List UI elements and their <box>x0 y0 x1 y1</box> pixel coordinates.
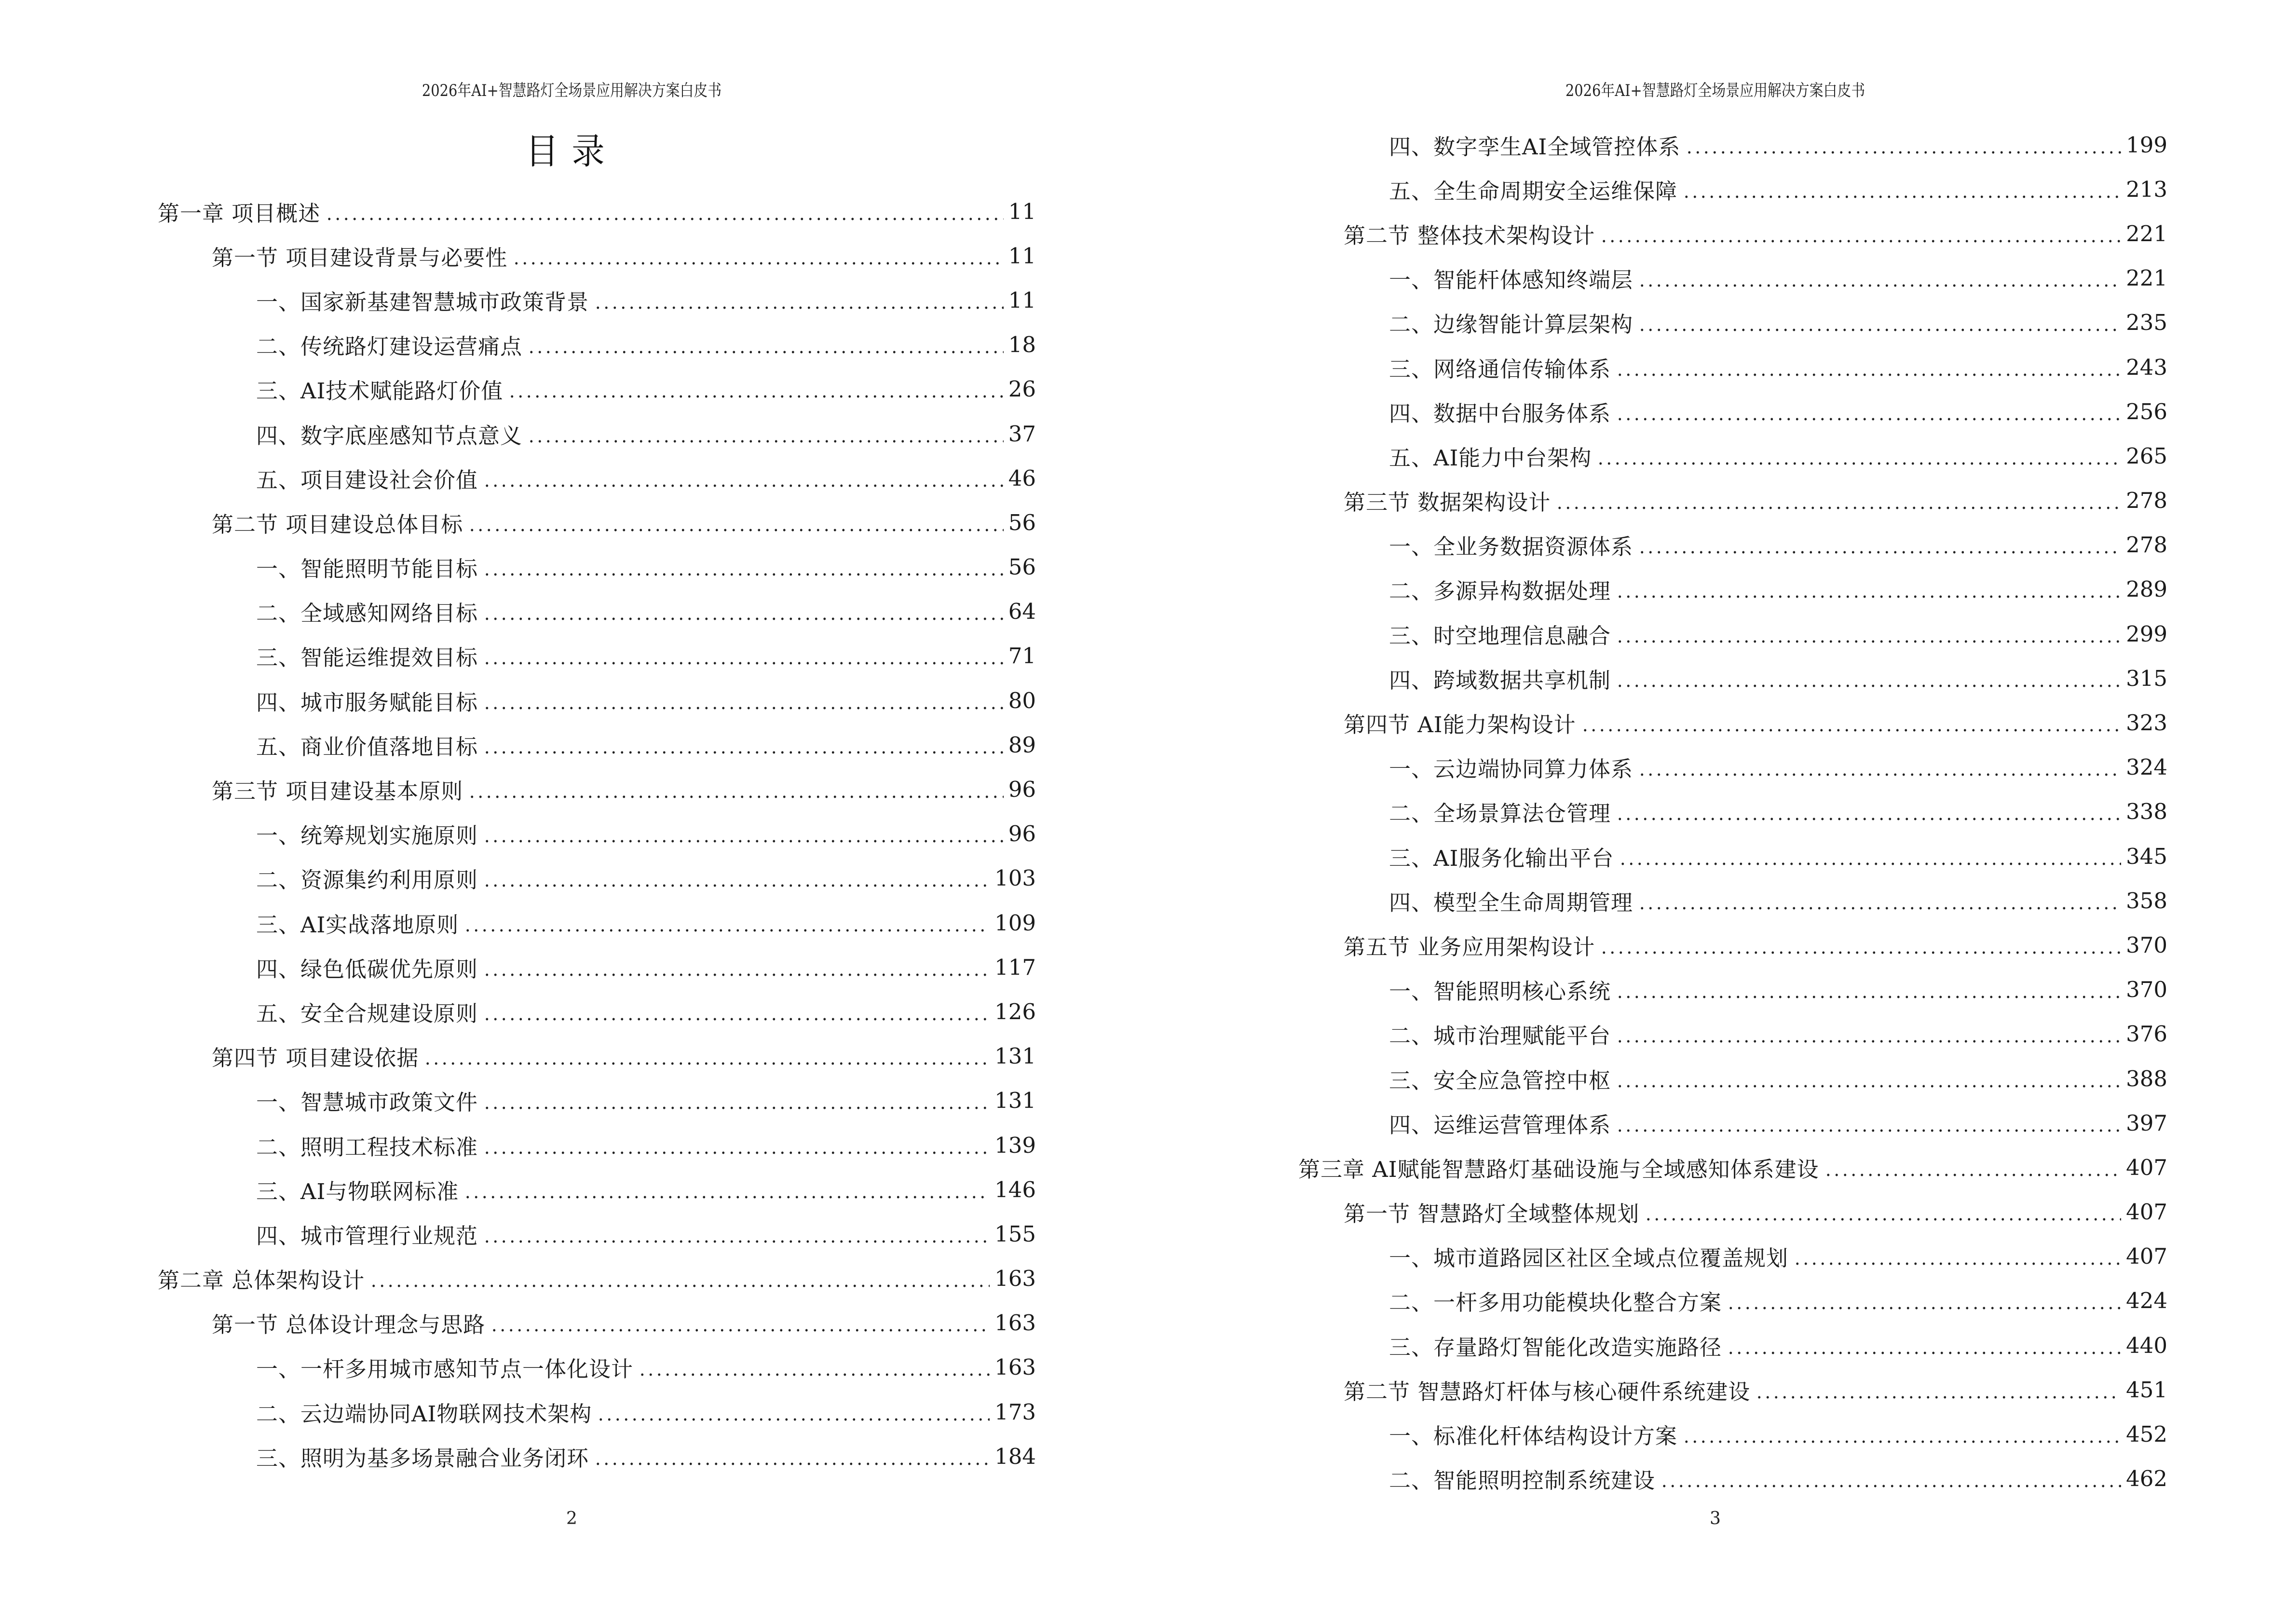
toc-subsection-entry[interactable] <box>1298 968 2167 1012</box>
toc-entry-label: 一、统筹规划实施原则 <box>256 823 478 849</box>
toc-subsection-entry[interactable] <box>158 1434 1036 1478</box>
toc-entry-page: 370 <box>2126 932 2167 958</box>
toc-entry-page: 358 <box>2126 887 2167 914</box>
toc-subsection-entry[interactable] <box>158 678 1036 723</box>
dot-leader <box>1616 578 2121 600</box>
toc-entry-label: 第二节 整体技术架构设计 <box>1344 222 1595 248</box>
toc-subsection-entry[interactable] <box>1298 612 2167 656</box>
toc-entry-page: 324 <box>2126 754 2167 780</box>
toc-entry-page: 256 <box>2126 398 2167 424</box>
toc-section-entry[interactable] <box>158 1034 1036 1078</box>
toc-section-entry[interactable] <box>158 1301 1036 1345</box>
toc-subsection-entry[interactable] <box>1298 256 2167 300</box>
toc-entry-label: 四、数字孪生AI全域管控体系 <box>1389 134 1681 160</box>
toc-entry-label: 一、全业务数据资源体系 <box>1389 534 1634 560</box>
toc-entry-label: 一、智能杆体感知终端层 <box>1389 267 1634 293</box>
toc-entry-page: 46 <box>1008 465 1036 491</box>
toc-chapter-entry[interactable] <box>158 1256 1036 1301</box>
dot-leader <box>483 1223 990 1245</box>
toc-entry-page: 452 <box>2126 1421 2167 1447</box>
toc-entry-page: 199 <box>2126 132 2167 158</box>
toc-entry-page: 71 <box>1008 643 1036 669</box>
toc-entry-label: 第二节 项目建设总体目标 <box>212 511 463 537</box>
toc-entry-page: 221 <box>2126 220 2167 246</box>
toc-entry-label: 二、全场景算法仓管理 <box>1389 801 1611 827</box>
dot-leader <box>1660 1468 2121 1489</box>
dot-leader <box>638 1356 990 1378</box>
dot-leader <box>1638 312 2121 333</box>
toc-entry-label: 第一章 项目概述 <box>158 200 321 226</box>
toc-entry-label: 一、城市道路园区社区全域点位覆盖规划 <box>1389 1245 1789 1271</box>
dot-leader <box>1682 178 2121 200</box>
toc-entry-page: 407 <box>2126 1199 2167 1225</box>
toc-subsection-entry[interactable] <box>158 589 1036 634</box>
toc-subsection-entry[interactable] <box>158 1078 1036 1123</box>
toc-list <box>158 189 1036 1478</box>
toc-entry-label: 一、标准化杆体结构设计方案 <box>1389 1423 1678 1449</box>
toc-entry-label: 第一节 项目建设背景与必要性 <box>212 245 508 271</box>
toc-subsection-entry[interactable] <box>1298 167 2167 211</box>
toc-entry-label: 第三节 数据架构设计 <box>1344 490 1551 516</box>
dot-leader <box>468 512 1003 533</box>
toc-entry-page: 397 <box>2126 1110 2167 1136</box>
dot-leader <box>1638 267 2121 289</box>
dot-leader <box>1616 401 2121 423</box>
dot-leader <box>463 1179 990 1201</box>
toc-entry-label: 二、城市治理赋能平台 <box>1389 1023 1611 1049</box>
toc-entry-page: 451 <box>2126 1377 2167 1403</box>
toc-entry-label: 一、智慧城市政策文件 <box>256 1090 478 1116</box>
toc-subsection-entry[interactable] <box>158 723 1036 767</box>
toc-entry-page: 18 <box>1008 332 1036 358</box>
dot-leader <box>1682 1423 2121 1445</box>
toc-entry-label: 第三章 AI赋能智慧路灯基础设施与全域感知体系建设 <box>1298 1156 1819 1182</box>
toc-entry-label: 第一节 智慧路灯全域整体规划 <box>1344 1201 1640 1227</box>
toc-entry-page: 131 <box>994 1088 1036 1114</box>
toc-entry-page: 26 <box>1008 376 1036 402</box>
toc-entry-page: 37 <box>1008 421 1036 447</box>
toc-list <box>1298 123 2167 1501</box>
dot-leader <box>483 600 1004 622</box>
toc-entry-label: 四、数字底座感知节点意义 <box>256 423 523 449</box>
toc-subsection-entry[interactable] <box>1298 1457 2167 1501</box>
toc-subsection-entry[interactable] <box>1298 1101 2167 1145</box>
toc-entry-page: 155 <box>994 1221 1036 1247</box>
toc-entry-label: 二、智能照明控制系统建设 <box>1389 1468 1656 1494</box>
toc-entry-page: 56 <box>1008 554 1036 580</box>
toc-entry-page: 338 <box>2126 799 2167 825</box>
toc-entry-page: 345 <box>2126 843 2167 869</box>
dot-leader <box>508 378 1003 400</box>
toc-entry-label: 四、跨域数据共享机制 <box>1389 667 1611 693</box>
toc-entry-label: 一、云边端协同算力体系 <box>1389 756 1634 782</box>
toc-entry-page: 424 <box>2126 1288 2167 1314</box>
toc-subsection-entry[interactable] <box>1298 345 2167 389</box>
dot-leader <box>463 912 990 934</box>
toc-chapter-entry[interactable] <box>1298 1145 2167 1189</box>
toc-section-entry[interactable] <box>158 500 1036 545</box>
dot-leader <box>1644 1201 2121 1223</box>
toc-entry-label: 四、城市服务赋能目标 <box>256 689 478 715</box>
page-number: 2 <box>566 1509 577 1528</box>
dot-leader <box>483 645 1004 667</box>
dot-leader <box>1555 490 2121 511</box>
toc-section-entry[interactable] <box>1298 1367 2167 1412</box>
dot-leader <box>483 556 1004 578</box>
toc-entry-label: 二、传统路灯建设运营痛点 <box>256 334 523 360</box>
toc-entry-label: 二、云边端协同AI物联网技术架构 <box>256 1401 592 1427</box>
toc-entry-page: 370 <box>2126 977 2167 1003</box>
toc-entry-page: 80 <box>1008 687 1036 713</box>
toc-entry-label: 四、绿色低碳优先原则 <box>256 956 478 982</box>
toc-entry-page: 407 <box>2126 1243 2167 1269</box>
toc-entry-label: 第五节 业务应用架构设计 <box>1344 934 1595 960</box>
toc-entry-page: 184 <box>994 1443 1036 1469</box>
toc-section-entry[interactable] <box>1298 211 2167 256</box>
toc-entry-page: 103 <box>994 865 1036 891</box>
dot-leader <box>1616 356 2121 378</box>
dot-leader <box>1600 934 2121 956</box>
toc-subsection-entry[interactable] <box>1298 300 2167 345</box>
toc-entry-page: 139 <box>994 1132 1036 1158</box>
dot-leader <box>1727 1290 2121 1311</box>
dot-leader <box>1616 979 2121 1000</box>
toc-entry-page: 235 <box>2126 310 2167 336</box>
toc-entry-page: 117 <box>994 954 1036 980</box>
toc-entry-page: 323 <box>2126 710 2167 736</box>
toc-entry-page: 89 <box>1008 732 1036 758</box>
toc-entry-page: 163 <box>994 1354 1036 1380</box>
dot-leader <box>483 690 1004 711</box>
toc-subsection-entry[interactable] <box>1298 1056 2167 1101</box>
toc-entry-page: 109 <box>994 910 1036 936</box>
dot-leader <box>1616 623 2121 645</box>
toc-subsection-entry[interactable] <box>158 945 1036 989</box>
dot-leader <box>468 778 1003 800</box>
page-number: 3 <box>1710 1509 1721 1528</box>
toc-subsection-entry[interactable] <box>158 1123 1036 1167</box>
toc-entry-label: 三、智能运维提效目标 <box>256 645 478 671</box>
toc-entry-page: 376 <box>2126 1021 2167 1047</box>
toc-entry-page: 462 <box>2126 1466 2167 1492</box>
toc-entry-page: 440 <box>2126 1332 2167 1358</box>
toc-entry-page: 163 <box>994 1310 1036 1336</box>
toc-subsection-entry[interactable] <box>158 411 1036 456</box>
toc-entry-page: 11 <box>1008 287 1036 313</box>
dot-leader <box>369 1268 990 1289</box>
dot-leader <box>483 1090 990 1111</box>
toc-entry-label: 三、时空地理信息融合 <box>1389 623 1611 649</box>
dot-leader <box>325 201 1003 222</box>
toc-section-entry[interactable] <box>158 767 1036 811</box>
dot-leader <box>483 823 1004 845</box>
dot-leader <box>483 467 1004 489</box>
toc-entry-label: 四、模型全生命周期管理 <box>1389 889 1634 915</box>
toc-entry-label: 三、安全应急管控中枢 <box>1389 1067 1611 1093</box>
toc-subsection-entry[interactable] <box>1298 567 2167 612</box>
toc-entry-page: 289 <box>2126 576 2167 602</box>
toc-entry-label: 一、智能照明节能目标 <box>256 556 478 582</box>
dot-leader <box>594 1446 990 1467</box>
dot-leader <box>483 734 1004 756</box>
toc-section-entry[interactable] <box>1298 1190 2167 1234</box>
toc-entry-page: 126 <box>994 998 1036 1024</box>
toc-subsection-entry[interactable] <box>1298 123 2167 167</box>
toc-entry-label: 二、资源集约利用原则 <box>256 867 478 893</box>
toc-entry-label: 二、照明工程技术标准 <box>256 1134 478 1160</box>
toc-subsection-entry[interactable] <box>1298 1323 2167 1367</box>
toc-section-entry[interactable] <box>1298 923 2167 967</box>
dot-leader <box>483 1134 990 1156</box>
toc-entry-page: 407 <box>2126 1154 2167 1180</box>
toc-entry-page: 64 <box>1008 599 1036 625</box>
toc-entry-page: 11 <box>1008 198 1036 224</box>
toc-entry-label: 四、运维运营管理体系 <box>1389 1112 1611 1138</box>
dot-leader <box>527 334 1004 355</box>
right-page <box>1144 0 2287 1624</box>
toc-entry-page: 243 <box>2126 354 2167 380</box>
toc-entry-label: 一、智能照明核心系统 <box>1389 979 1611 1005</box>
toc-entry-page: 96 <box>1008 777 1036 803</box>
toc-entry-label: 第三节 项目建设基本原则 <box>212 778 463 805</box>
toc-entry-page: 131 <box>994 1043 1036 1069</box>
dot-leader <box>1619 846 2121 867</box>
toc-entry-label: 三、AI与物联网标准 <box>256 1178 459 1204</box>
dot-leader <box>1638 890 2121 912</box>
toc-entry-label: 五、安全合规建设原则 <box>256 1000 478 1026</box>
toc-subsection-entry[interactable] <box>158 545 1036 589</box>
toc-subsection-entry[interactable] <box>1298 790 2167 834</box>
toc-subsection-entry[interactable] <box>158 456 1036 500</box>
toc-subsection-entry[interactable] <box>1298 389 2167 434</box>
toc-entry-label: 二、边缘智能计算层架构 <box>1389 312 1634 338</box>
toc-entry-label: 四、城市管理行业规范 <box>256 1223 478 1249</box>
toc-subsection-entry[interactable] <box>158 989 1036 1034</box>
toc-entry-page: 96 <box>1008 821 1036 847</box>
toc-subsection-entry[interactable] <box>1298 434 2167 478</box>
dot-leader <box>483 956 990 978</box>
dot-leader <box>1616 801 2121 822</box>
dot-leader <box>1616 1068 2121 1090</box>
dot-leader <box>1727 1335 2121 1356</box>
toc-entry-label: 五、AI能力中台架构 <box>1389 445 1592 471</box>
toc-entry-label: 三、AI技术赋能路灯价值 <box>256 378 504 404</box>
toc-subsection-entry[interactable] <box>1298 1234 2167 1279</box>
toc-entry-page: 11 <box>1008 243 1036 269</box>
toc-entry-page: 146 <box>994 1176 1036 1202</box>
dot-leader <box>527 423 1004 445</box>
toc-entry-label: 一、一杆多用城市感知节点一体化设计 <box>256 1356 634 1382</box>
toc-title: 目录 <box>525 131 618 172</box>
dot-leader <box>594 289 1004 311</box>
dot-leader <box>1824 1157 2122 1178</box>
toc-entry-label: 第二章 总体架构设计 <box>158 1268 365 1294</box>
toc-entry-label: 四、数据中台服务体系 <box>1389 400 1611 426</box>
toc-chapter-entry[interactable] <box>158 189 1036 233</box>
toc-subsection-entry[interactable] <box>1298 745 2167 790</box>
toc-subsection-entry[interactable] <box>158 1345 1036 1390</box>
toc-entry-page: 388 <box>2126 1065 2167 1092</box>
dot-leader <box>1616 668 2121 689</box>
toc-entry-page: 315 <box>2126 665 2167 691</box>
dot-leader <box>1616 1112 2121 1134</box>
dot-leader <box>1638 534 2121 556</box>
toc-subsection-entry[interactable] <box>158 278 1036 322</box>
dot-leader <box>1755 1379 2121 1401</box>
toc-entry-label: 五、全生命周期安全运维保障 <box>1389 178 1678 204</box>
toc-entry-label: 三、存量路灯智能化改造实施路径 <box>1389 1334 1722 1360</box>
toc-entry-label: 二、一杆多用功能模块化整合方案 <box>1389 1290 1722 1316</box>
dot-leader <box>483 867 990 889</box>
toc-entry-page: 213 <box>2126 176 2167 202</box>
toc-subsection-entry[interactable] <box>1298 523 2167 567</box>
toc-entry-page: 278 <box>2126 488 2167 514</box>
toc-entry-page: 221 <box>2126 265 2167 291</box>
toc-subsection-entry[interactable] <box>1298 834 2167 878</box>
toc-subsection-entry[interactable] <box>1298 878 2167 923</box>
dot-leader <box>1616 1023 2121 1045</box>
toc-subsection-entry[interactable] <box>158 323 1036 367</box>
toc-subsection-entry[interactable] <box>1298 656 2167 700</box>
toc-entry-page: 173 <box>994 1399 1036 1425</box>
dot-leader <box>1600 223 2121 245</box>
dot-leader <box>423 1045 990 1067</box>
toc-entry-label: 第四节 项目建设依据 <box>212 1045 419 1071</box>
dot-leader <box>483 1001 990 1023</box>
toc-subsection-entry[interactable] <box>1298 1279 2167 1323</box>
dot-leader <box>597 1401 990 1423</box>
toc-entry-label: 二、多源异构数据处理 <box>1389 578 1611 604</box>
toc-entry-label: 三、网络通信传输体系 <box>1389 356 1611 382</box>
toc-entry-label: 三、AI实战落地原则 <box>256 912 459 938</box>
toc-entry-page: 299 <box>2126 621 2167 647</box>
toc-subsection-entry[interactable] <box>1298 1412 2167 1456</box>
toc-entry-label: 一、国家新基建智慧城市政策背景 <box>256 289 589 315</box>
running-header: 2026年AI+智慧路灯全场景应用解决方案白皮书 <box>422 81 722 100</box>
toc-entry-page: 163 <box>994 1266 1036 1292</box>
dot-leader <box>1638 756 2121 778</box>
running-header: 2026年AI+智慧路灯全场景应用解决方案白皮书 <box>1565 81 1865 100</box>
toc-entry-label: 五、项目建设社会价值 <box>256 467 478 493</box>
toc-section-entry[interactable] <box>1298 700 2167 745</box>
toc-subsection-entry[interactable] <box>1298 1012 2167 1056</box>
toc-entry-label: 三、AI服务化输出平台 <box>1389 845 1614 871</box>
toc-subsection-entry[interactable] <box>158 856 1036 901</box>
toc-entry-label: 三、照明为基多场景融合业务闭环 <box>256 1445 589 1471</box>
dot-leader <box>1685 134 2121 156</box>
toc-subsection-entry[interactable] <box>158 1390 1036 1434</box>
dot-leader <box>490 1312 990 1334</box>
toc-entry-label: 第二节 智慧路灯杆体与核心硬件系统建设 <box>1344 1378 1751 1405</box>
toc-entry-page: 278 <box>2126 532 2167 558</box>
toc-subsection-entry[interactable] <box>158 901 1036 945</box>
dot-leader <box>1581 712 2122 734</box>
toc-entry-page: 265 <box>2126 443 2167 469</box>
toc-entry-page: 56 <box>1008 509 1036 535</box>
toc-subsection-entry[interactable] <box>158 1167 1036 1212</box>
toc-entry-label: 第一节 总体设计理念与思路 <box>212 1312 486 1338</box>
toc-section-entry[interactable] <box>158 233 1036 278</box>
toc-section-entry[interactable] <box>1298 478 2167 523</box>
toc-entry-label: 第四节 AI能力架构设计 <box>1344 712 1576 738</box>
dot-leader <box>512 245 1003 267</box>
toc-entry-label: 二、全域感知网络目标 <box>256 600 478 627</box>
toc-subsection-entry[interactable] <box>158 367 1036 411</box>
toc-entry-label: 五、商业价值落地目标 <box>256 734 478 760</box>
dot-leader <box>1793 1245 2121 1267</box>
toc-subsection-entry[interactable] <box>158 1212 1036 1256</box>
dot-leader <box>1596 445 2121 467</box>
toc-subsection-entry[interactable] <box>158 634 1036 678</box>
toc-subsection-entry[interactable] <box>158 812 1036 856</box>
